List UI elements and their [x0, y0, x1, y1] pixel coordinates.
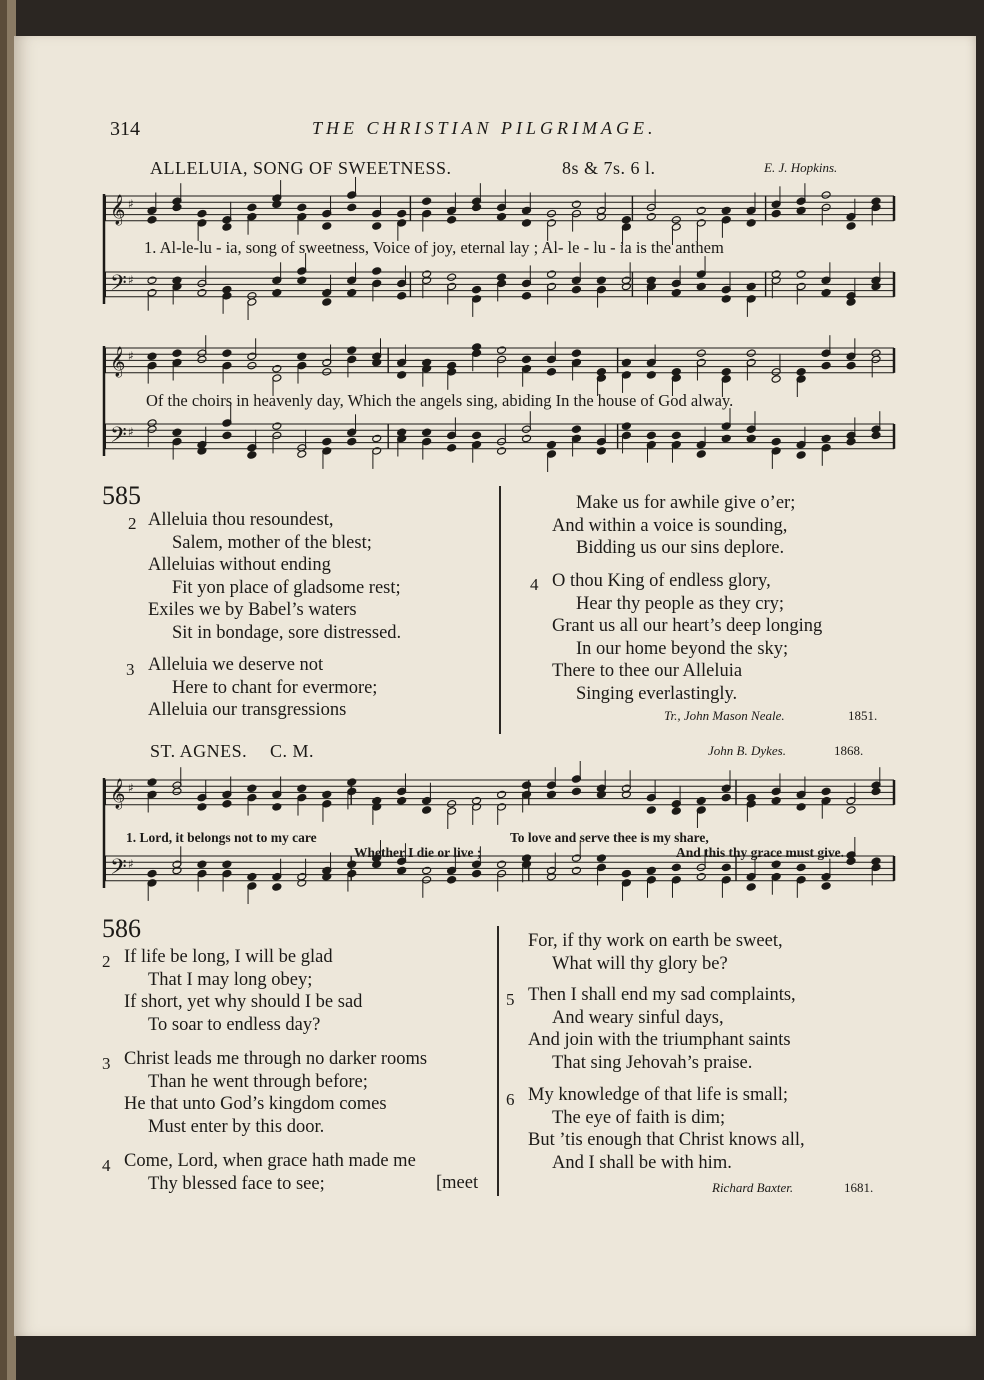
verse-line: Bidding us our sins deplore.: [576, 538, 785, 558]
verse-line: If life be long, I will be glad: [124, 947, 333, 967]
hymn-585-number: 585: [102, 481, 141, 510]
verse-line: But ’tis enough that Christ knows all,: [528, 1130, 805, 1150]
hymn-586-verse-5: [528, 984, 796, 1074]
tune2-title: ST. AGNES.: [150, 741, 248, 761]
verse-line: Sit in bondage, sore distressed.: [172, 622, 402, 643]
svg-text:♯: ♯: [128, 197, 134, 211]
hymn-586-year: 1681.: [844, 1180, 874, 1195]
svg-text:♯: ♯: [128, 349, 134, 363]
verse-line: Hear thy people as they cry;: [576, 593, 785, 614]
tune1-composer: E. J. Hopkins.: [764, 160, 838, 175]
staff: [104, 405, 894, 472]
svg-text:𝄞: 𝄞: [110, 779, 126, 809]
hymn-586-author: Richard Baxter.: [712, 1180, 794, 1195]
tune2-year: 1868.: [834, 743, 864, 758]
hymn-586-number: 586: [102, 914, 141, 943]
hymn-586-verse-6: [528, 1084, 805, 1174]
hymn-586-verse-3: [124, 1048, 427, 1138]
verse-line: And join with the triumphant saints: [528, 1030, 791, 1050]
verse-number: 6: [506, 1090, 515, 1109]
svg-text:𝄢: 𝄢: [110, 423, 127, 453]
verse-number: 3: [102, 1054, 111, 1073]
tune2-lyric-c: To love and serve thee is my share,: [510, 830, 709, 845]
verse-number: 5: [506, 990, 515, 1009]
tune1-lyric-line2: Of the choirs in heavenly day, Which the angels sing, abiding In the house of God alway.: [146, 391, 734, 410]
verse-line: If short, yet why should I be sad: [124, 992, 363, 1012]
svg-text:♯: ♯: [128, 781, 134, 795]
verse-line: Grant us all our heart’s deep longing: [552, 616, 823, 636]
verse-line: Christ leads me through no darker rooms: [124, 1049, 428, 1069]
staff: [104, 761, 894, 829]
verse-line: Fit yon place of gladsome rest;: [172, 577, 401, 598]
staff: [104, 335, 894, 397]
svg-text:𝄞: 𝄞: [110, 347, 126, 377]
tune1-meter: 8s & 7s. 6 l.: [562, 158, 656, 178]
verse-line: Alleluia we deserve not: [148, 655, 324, 675]
hymn-585-verse-4: [552, 570, 822, 705]
staff: [104, 253, 894, 320]
verse-line: There to thee our Alleluia: [552, 661, 743, 681]
verse-line: Than he went through before;: [148, 1071, 368, 1092]
verse-number: 3: [126, 660, 135, 679]
tune2-lyric-d: And this thy grace must give.: [676, 845, 844, 860]
verse-line: Singing everlastingly.: [576, 683, 738, 704]
verse-line: Then I shall end my sad complaints,: [528, 985, 796, 1005]
verse-number: 2: [102, 952, 111, 971]
verse-line: The eye of faith is dim;: [552, 1107, 726, 1128]
svg-text:♯: ♯: [128, 425, 134, 439]
hymn-586-turnover: [meet: [436, 1173, 479, 1193]
verse-line: Make us for awhile give o’er;: [576, 493, 796, 513]
hymn-585-translator: Tr., John Mason Neale.: [664, 708, 785, 723]
tune2-composer: John B. Dykes.: [708, 743, 786, 758]
column-divider: [499, 486, 501, 734]
column-divider: [497, 926, 499, 1196]
hymn-586-verse-4-continued: [528, 930, 783, 975]
hymn-585-year: 1851.: [848, 708, 878, 723]
verse-number: 2: [128, 514, 137, 533]
tune2-lyric-a: 1. Lord, it belongs not to my care: [126, 830, 317, 845]
verse-line: He that unto God’s kingdom comes: [124, 1094, 387, 1114]
tune1-lyric-line1: 1. Al-le-lu - ia, song of sweetness, Voice of joy, eternal lay ; Al- le - lu - ia is the anthem: [144, 238, 724, 257]
verse-line: And I shall be with him.: [552, 1152, 732, 1173]
verse-line: Exiles we by Babel’s waters: [148, 600, 357, 620]
tune1-title: ALLELUIA, SONG OF SWEETNESS.: [150, 158, 452, 178]
hymn-585-verse-3-continued: [552, 492, 795, 560]
book-spine-edge: [0, 0, 7, 1380]
verse-line: O thou King of endless glory,: [552, 571, 771, 591]
verse-number: 4: [530, 575, 539, 594]
svg-text:𝄢: 𝄢: [110, 271, 127, 301]
verse-line: In our home beyond the sky;: [576, 638, 789, 659]
verse-line: Salem, mother of the blest;: [172, 532, 372, 553]
running-head: THE CHRISTIAN PILGRIMAGE.: [312, 118, 657, 138]
svg-text:𝄞: 𝄞: [110, 195, 126, 225]
verse-line: For, if thy work on earth be sweet,: [528, 931, 783, 951]
svg-text:♯: ♯: [128, 273, 134, 287]
verse-line: Here to chant for evermore;: [172, 677, 378, 698]
page-number: 314: [110, 118, 140, 140]
verse-line: That I may long obey;: [148, 969, 313, 990]
verse-line: Come, Lord, when grace hath made me: [124, 1151, 416, 1171]
staff: [104, 177, 894, 245]
verse-line: And weary sinful days,: [552, 1007, 724, 1028]
verse-number: 4: [102, 1156, 111, 1175]
verse-line: Alleluias without ending: [148, 555, 331, 575]
verse-line: Must enter by this door.: [148, 1116, 325, 1137]
hymn-586-verse-2: [124, 946, 362, 1036]
svg-text:♯: ♯: [128, 857, 134, 871]
verse-line: My knowledge of that life is small;: [528, 1085, 788, 1105]
verse-line: Thy blessed face to see;: [148, 1173, 325, 1194]
hymn-586-verse-4: [124, 1150, 416, 1195]
tune2-meter: C. M.: [270, 741, 315, 761]
hymn-585-verse-2: [148, 509, 401, 644]
verse-line: And within a voice is sounding,: [552, 515, 788, 536]
verse-line: Alleluia our transgressions: [148, 700, 347, 720]
verse-line: Alleluia thou resoundest,: [148, 510, 334, 530]
verse-line: What will thy glory be?: [552, 953, 728, 974]
verse-line: That sing Jehovah’s praise.: [552, 1052, 753, 1073]
tune2-lyric-b: Whether I die or live ;: [354, 845, 482, 860]
svg-text:𝄢: 𝄢: [110, 855, 127, 885]
verse-line: To soar to endless day?: [148, 1014, 321, 1035]
hymn-585-verse-3: [148, 654, 377, 722]
